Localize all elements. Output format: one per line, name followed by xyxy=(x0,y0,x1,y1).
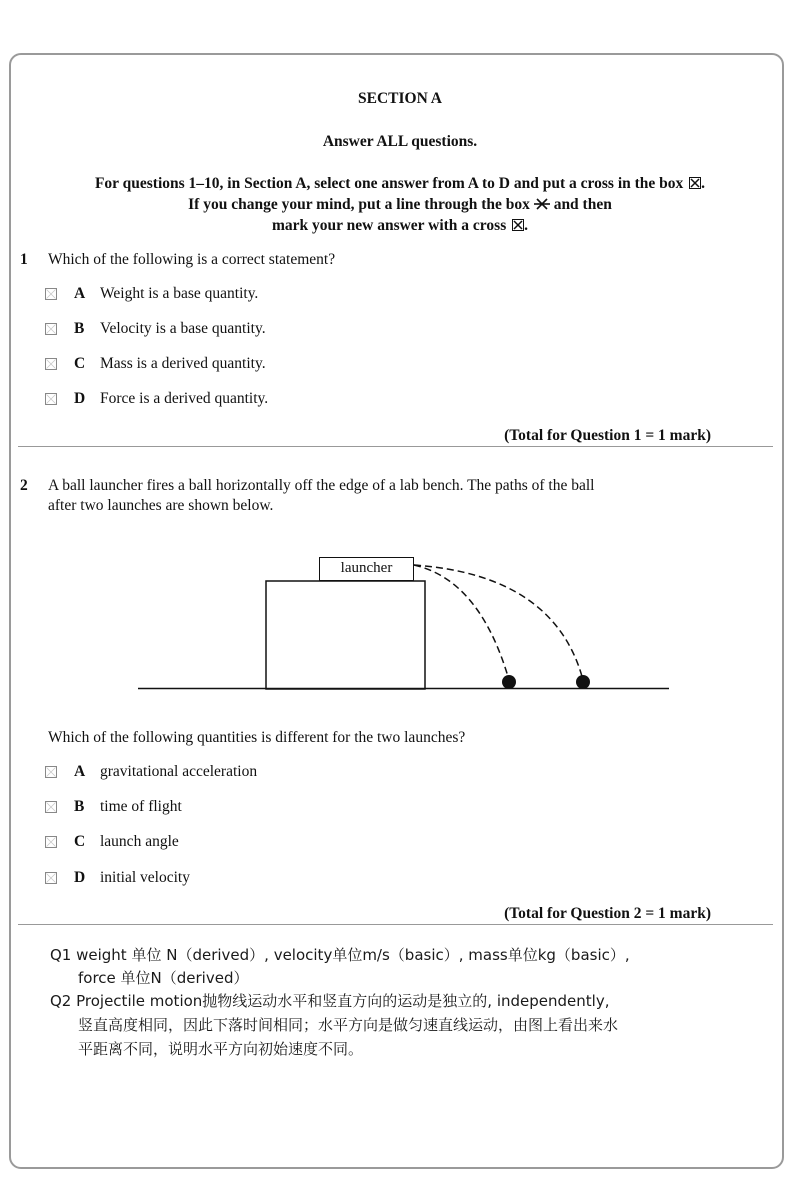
instruction-text-2b: and then xyxy=(553,196,612,213)
crossed-box-icon xyxy=(512,219,524,231)
option-letter: B xyxy=(74,798,85,815)
ball-landing-1 xyxy=(502,675,516,689)
launcher-label: launcher xyxy=(319,557,414,581)
question-2-text-line-2: after two launches are shown below. xyxy=(48,497,274,514)
answer-checkbox[interactable] xyxy=(45,801,57,813)
answer-checkbox[interactable] xyxy=(45,836,57,848)
trajectory-path-2 xyxy=(414,565,583,680)
option-letter: B xyxy=(74,320,85,337)
option-text: time of flight xyxy=(100,798,182,815)
section-divider xyxy=(18,446,773,447)
note-q2-line-3: 平距离不同，说明水平方向初始速度不同。 xyxy=(78,1040,364,1058)
q1-option-a[interactable] xyxy=(45,284,258,304)
struck-cross-icon xyxy=(534,197,550,209)
instruction-line-3: mark your new answer with a cross . xyxy=(272,217,528,234)
question-2-number: 2 xyxy=(20,477,28,494)
option-text: initial velocity xyxy=(100,869,190,886)
option-text: gravitational acceleration xyxy=(100,763,258,780)
instruction-line-1: For questions 1–10, in Section A, select one answer from A to D and put a cross in the box . xyxy=(94,175,706,192)
instruction-text-2a: If you change your mind, put a line through the box xyxy=(188,196,530,213)
q2-option-a[interactable] xyxy=(45,762,257,782)
q2-option-c[interactable] xyxy=(45,832,179,852)
q2-option-b[interactable] xyxy=(45,797,182,817)
question-2-text-line-1: A ball launcher fires a ball horizontally off the edge of a lab bench. The paths of the ball xyxy=(48,477,595,494)
lab-bench xyxy=(266,581,425,689)
option-text: Velocity is a base quantity. xyxy=(100,320,266,337)
ball-landing-2 xyxy=(576,675,590,689)
answer-checkbox[interactable] xyxy=(45,358,57,370)
note-q2-line-1: Q2 Projectile motion抛物线运动水平和竖直方向的运动是独立的, independently, xyxy=(50,992,610,1010)
q1-option-b[interactable] xyxy=(45,319,266,339)
question-2-prompt: Which of the following quantities is different for the two launches? xyxy=(48,729,466,746)
answer-checkbox[interactable] xyxy=(45,766,57,778)
option-text: Weight is a base quantity. xyxy=(100,285,259,302)
answer-checkbox[interactable] xyxy=(45,323,57,335)
option-letter: C xyxy=(74,355,86,372)
instruction-line-2 xyxy=(0,196,800,214)
option-letter: D xyxy=(74,390,86,407)
q1-option-c[interactable] xyxy=(45,354,266,374)
section-title: SECTION A xyxy=(358,90,442,107)
answer-all-heading: Answer ALL questions. xyxy=(322,133,478,150)
option-letter: D xyxy=(74,869,86,886)
question-1-text: Which of the following is a correct statement? xyxy=(48,251,336,268)
instruction-text-1: For questions 1–10, in Section A, select one answer from A to D and put a cross in the box xyxy=(94,175,684,192)
note-q1-line-2: force 单位N（derived） xyxy=(78,969,249,987)
q2-option-d[interactable] xyxy=(45,868,190,888)
note-q1-line-1: Q1 weight 单位 N（derived）, velocity单位m/s（basic）, mass单位kg（basic）, xyxy=(50,946,630,964)
crossed-box-icon xyxy=(689,177,701,189)
instruction-text-3: mark your new answer with a cross xyxy=(272,217,507,234)
q1-option-d[interactable] xyxy=(45,389,268,409)
option-letter: A xyxy=(74,285,86,302)
option-letter: A xyxy=(74,763,86,780)
question-1-total: (Total for Question 1 = 1 mark) xyxy=(504,427,711,444)
section-divider xyxy=(18,924,773,925)
option-text: Force is a derived quantity. xyxy=(100,390,269,407)
note-q2-line-2: 竖直高度相同，因此下落时间相同；水平方向是做匀速直线运动，由图上看出来水 xyxy=(78,1016,619,1034)
answer-checkbox[interactable] xyxy=(45,393,57,405)
answer-checkbox[interactable] xyxy=(45,872,57,884)
question-1-number: 1 xyxy=(20,251,28,268)
option-text: launch angle xyxy=(100,833,179,850)
option-letter: C xyxy=(74,833,86,850)
option-text: Mass is a derived quantity. xyxy=(100,355,266,372)
question-2-total: (Total for Question 2 = 1 mark) xyxy=(504,905,711,922)
answer-checkbox[interactable] xyxy=(45,288,57,300)
